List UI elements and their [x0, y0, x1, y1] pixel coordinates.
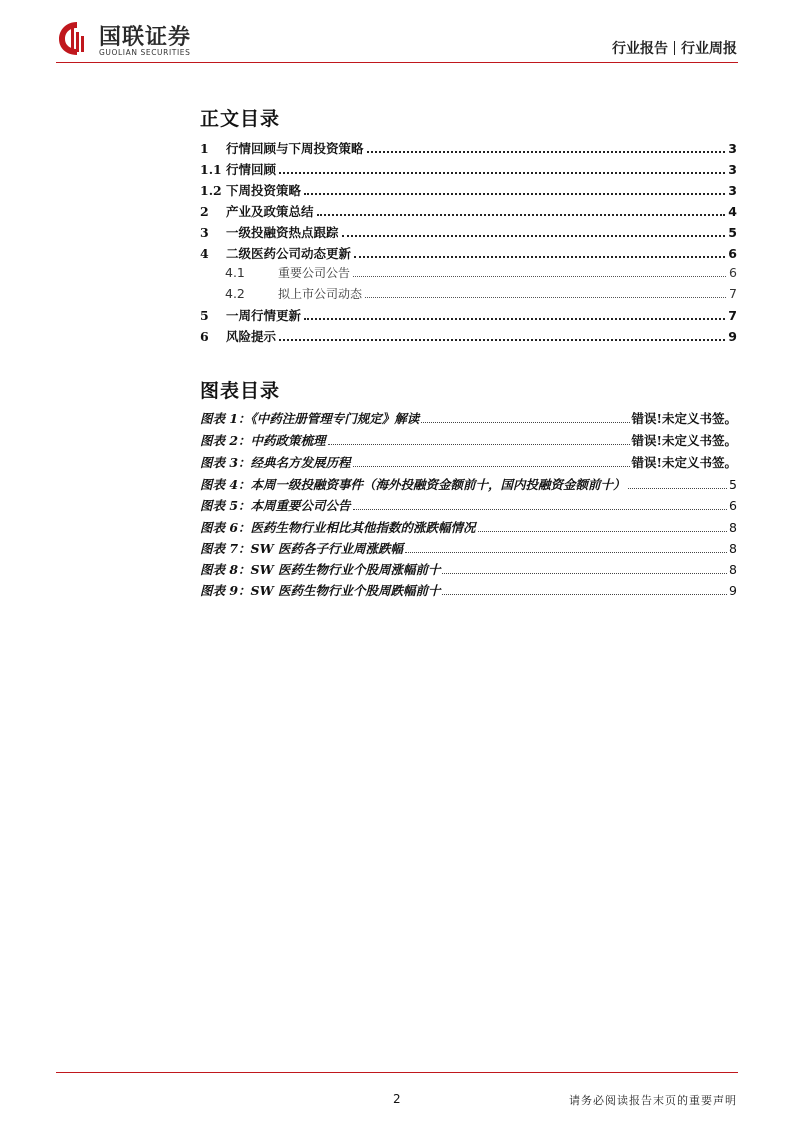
- header-separator: [674, 41, 675, 55]
- figure-leader: [405, 540, 727, 553]
- toc-entry-number: 2: [200, 204, 209, 219]
- logo-text-cn: 国联证券: [99, 25, 192, 50]
- toc-entry[interactable]: [200, 202, 737, 222]
- figure-leader: [628, 476, 727, 489]
- report-subtype: 行业周报: [681, 41, 737, 57]
- figure-leader: [442, 582, 727, 595]
- footer-divider: [56, 1072, 738, 1073]
- figure-entry-title: 图表 1：《中药注册管理专门规定》解读: [200, 411, 420, 426]
- toc-entry-number: 4: [200, 246, 209, 261]
- figure-entry[interactable]: [200, 431, 737, 451]
- figure-entry[interactable]: [200, 475, 737, 495]
- figure-entry-title: 图表 3：经典名方发展历程: [200, 455, 351, 470]
- page-header: [0, 0, 793, 64]
- toc-leader: [354, 244, 725, 258]
- toc-entry-number: 5: [200, 308, 209, 323]
- figure-entry[interactable]: [200, 560, 737, 580]
- toc-entry[interactable]: [200, 223, 737, 243]
- figure-leader: [353, 497, 727, 510]
- figure-entry[interactable]: [200, 581, 737, 601]
- figure-entry[interactable]: [200, 518, 737, 538]
- figure-entry-page: 6: [729, 498, 737, 513]
- toc-leader: [304, 306, 725, 320]
- toc-entry-title: 二级医药公司动态更新: [226, 246, 352, 261]
- toc-entry-page: 3: [728, 162, 737, 177]
- toc-entry-page: 9: [728, 329, 737, 344]
- toc-entry-title: 行情回顾: [226, 162, 277, 177]
- figure-entry[interactable]: [200, 496, 737, 516]
- toc-entry-page: 5: [728, 225, 737, 240]
- toc-entry-title: 一级投融资热点跟踪: [226, 225, 339, 240]
- toc-entry-title: 一周行情更新: [226, 308, 302, 323]
- figure-entry-title: 图表 9：SW 医药生物行业个股周跌幅前十: [200, 583, 441, 598]
- toc-entry[interactable]: [200, 139, 737, 159]
- toc-subentry[interactable]: [200, 285, 737, 305]
- report-type: 行业报告: [612, 41, 668, 57]
- figure-entry-page: 错误!未定义书签。: [631, 433, 737, 448]
- toc-entry[interactable]: [200, 160, 737, 180]
- figure-leader: [442, 561, 727, 574]
- toc-entry[interactable]: [200, 306, 737, 326]
- toc-entry-number: 1.1: [200, 162, 222, 177]
- figure-entry-title: 图表 6：医药生物行业相比其他指数的涨跌幅情况: [200, 520, 476, 535]
- toc-entry-number: 1.2: [200, 183, 222, 198]
- report-type-label: [612, 38, 737, 58]
- figure-entry-page: 8: [729, 562, 737, 577]
- toc-entry-number: 3: [200, 225, 209, 240]
- toc-entry-number: 1: [200, 141, 209, 156]
- toc-entry-title: 下周投资策略: [226, 183, 302, 198]
- toc-entry[interactable]: [200, 327, 737, 347]
- figure-entry-page: 9: [729, 583, 737, 598]
- figure-entry[interactable]: [200, 539, 737, 559]
- figure-entry-page: 错误!未定义书签。: [631, 455, 737, 470]
- toc-entry-page: 3: [728, 141, 737, 156]
- toc-entry-page: 7: [728, 308, 737, 323]
- footer-disclaimer: 请务必阅读报告末页的重要声明: [569, 1094, 737, 1107]
- figure-entry-title: 图表 2：中药政策梳理: [200, 433, 326, 448]
- toc-entry-page: 6: [729, 265, 737, 280]
- figure-entry-page: 8: [729, 520, 737, 535]
- figure-entry[interactable]: [200, 409, 737, 429]
- toc-leader: [279, 327, 725, 341]
- company-logo: [57, 18, 217, 58]
- toc-leader: [317, 202, 726, 216]
- figure-leader: [328, 432, 630, 445]
- figure-entry-title: 图表 5：本周重要公司公告: [200, 498, 351, 513]
- toc-entry-title: 行情回顾与下周投资策略: [226, 141, 364, 156]
- toc-entry-title: 重要公司公告: [278, 266, 351, 280]
- figure-entry-title: 图表 8：SW 医药生物行业个股周涨幅前十: [200, 562, 441, 577]
- toc-leader: [279, 160, 725, 174]
- figure-entry-page: 错误!未定义书签。: [631, 411, 737, 426]
- toc-entry-number: 4.2: [225, 286, 245, 301]
- figure-leader: [478, 519, 727, 532]
- toc-subentry[interactable]: [200, 264, 737, 284]
- toc-entry-page: 6: [728, 246, 737, 261]
- toc-entry-number: 4.1: [225, 265, 245, 280]
- figure-entry-title: 图表 4：本周一级投融资事件（海外投融资金额前十，国内投融资金额前十）: [200, 477, 626, 492]
- toc-leader: [367, 139, 726, 153]
- figure-leader: [353, 454, 630, 467]
- toc-entry-title: 拟上市公司动态: [278, 287, 363, 301]
- figure-entry-page: 8: [729, 541, 737, 556]
- figure-entry-page: 5: [729, 477, 737, 492]
- header-divider: [56, 62, 738, 63]
- toc-leader: [342, 223, 726, 237]
- page-number: 2: [393, 1092, 401, 1106]
- figure-entry[interactable]: [200, 453, 737, 473]
- toc-entry-page: 3: [728, 183, 737, 198]
- toc-entry-title: 风险提示: [226, 329, 277, 344]
- toc-leader: [304, 181, 725, 195]
- figure-leader: [421, 410, 629, 423]
- logo-mark-icon: [57, 18, 97, 58]
- toc-leader: [365, 285, 726, 298]
- toc-entry-page: 4: [728, 204, 737, 219]
- toc-entry-page: 7: [729, 286, 737, 301]
- logo-text-en: GUOLIAN SECURITIES: [99, 48, 191, 57]
- toc-entry-title: 产业及政策总结: [226, 204, 314, 219]
- figure-entry-title: 图表 7：SW 医药各子行业周涨跌幅: [200, 541, 403, 556]
- toc-heading: 正文目录: [200, 108, 281, 130]
- toc-leader: [353, 264, 726, 277]
- toc-entry[interactable]: [200, 244, 737, 264]
- toc-entry[interactable]: [200, 181, 737, 201]
- figure-list-heading: 图表目录: [200, 380, 281, 402]
- toc-entry-number: 6: [200, 329, 209, 344]
